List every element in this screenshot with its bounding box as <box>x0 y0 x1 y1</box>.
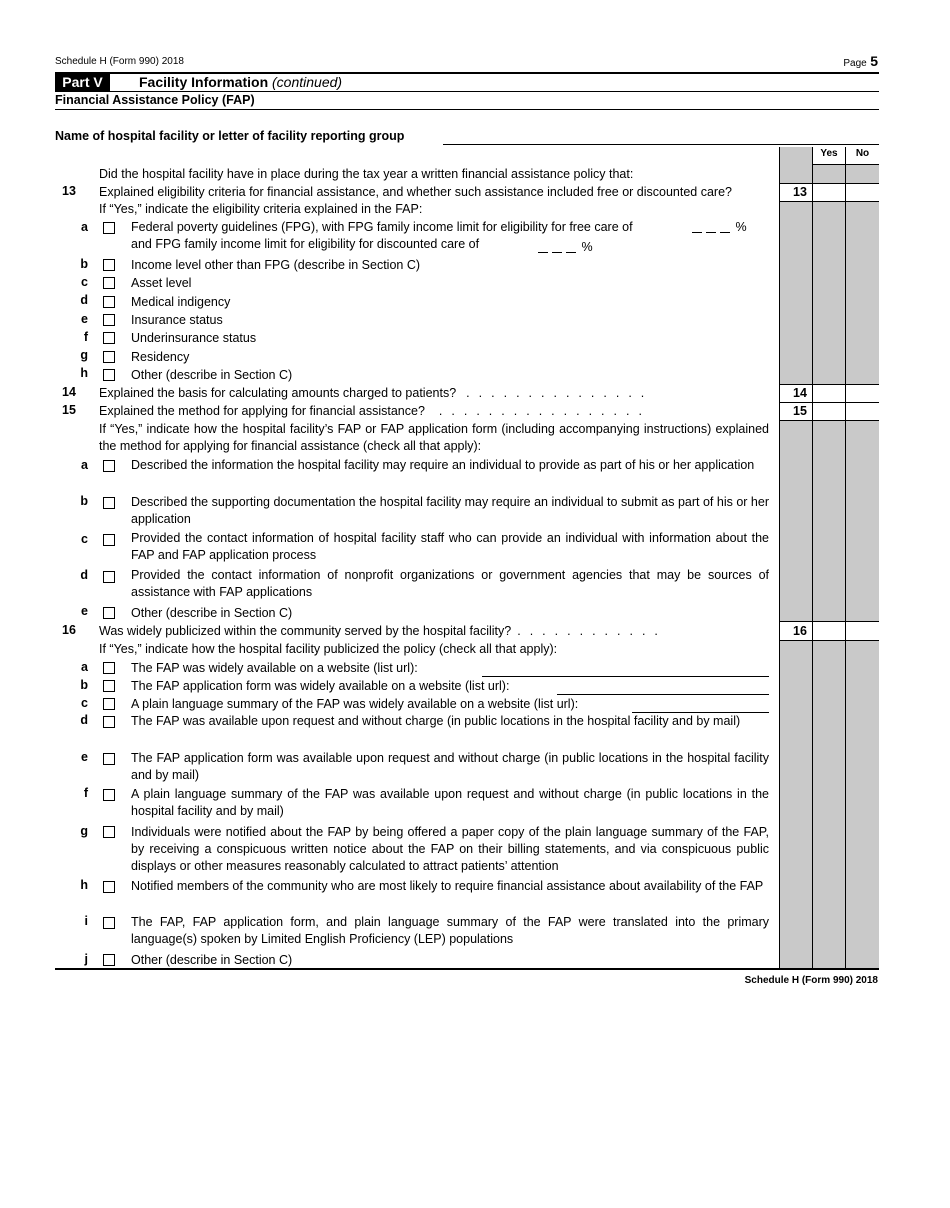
q16e-letter: e <box>81 750 88 764</box>
q13e-checkbox[interactable] <box>103 314 115 326</box>
no-column-header: No <box>855 148 870 159</box>
q16h-checkbox[interactable] <box>103 881 115 893</box>
part-title: Facility Information (continued) <box>139 74 343 90</box>
q16f-text: A plain language summary of the FAP was available upon request and without charge (in public locations in the hospital facility and by mail) <box>131 787 769 818</box>
q14-no-cell[interactable] <box>846 385 879 402</box>
q15-ifyes: If “Yes,” indicate how the hospital facility’s FAP or FAP application form (including accompanying instructions) explained the method for applying for financial assistance (check all that apply): <box>99 422 769 453</box>
q16-number: 16 <box>62 623 76 637</box>
q15-text: Explained the method for applying for financial assistance? ................. <box>99 404 651 418</box>
q15c-text: Provided the contact information of hospital facility staff who can provide an individual with information about the FAP and FAP application process <box>131 531 769 562</box>
q16i-checkbox[interactable] <box>103 917 115 929</box>
q15e-letter: e <box>81 604 88 618</box>
q15e-checkbox[interactable] <box>103 607 115 619</box>
q16j-text: Other (describe in Section C) <box>131 953 293 967</box>
q16b-checkbox[interactable] <box>103 680 115 692</box>
q13h-checkbox[interactable] <box>103 369 115 381</box>
q15d-letter: d <box>80 568 88 582</box>
discount-care-pct-field[interactable]: % <box>536 239 593 256</box>
q15a-checkbox[interactable] <box>103 460 115 472</box>
q16b-url-field[interactable] <box>557 680 769 695</box>
q13a-text-line2: and FPG family income limit for eligibility for discounted care of % <box>131 237 593 254</box>
q15-number: 15 <box>62 403 76 417</box>
q15c-checkbox[interactable] <box>103 534 115 546</box>
q13a-letter: a <box>81 220 88 234</box>
q16h-letter: h <box>80 878 88 892</box>
q13e-letter: e <box>81 312 88 326</box>
q16-no-cell[interactable] <box>846 622 879 640</box>
form-id-footer: Schedule H (Form 990) 2018 <box>744 975 878 986</box>
q15d-text: Provided the contact information of nonprofit organizations or government agencies that may be sources of assistance with FAP applications <box>131 568 769 599</box>
page-number: Page 5 <box>843 53 878 69</box>
q16f-checkbox[interactable] <box>103 789 115 801</box>
q16i-text: The FAP, FAP application form, and plain language summary of the FAP were translated into the primary language(s) spoken by Limited English Proficiency (LEP) populations <box>131 915 769 946</box>
q13e-text: Insurance status <box>131 313 223 327</box>
q13a-checkbox[interactable] <box>103 222 115 234</box>
q13-yes-cell[interactable] <box>813 184 845 201</box>
q16d-checkbox[interactable] <box>103 716 115 728</box>
q15-line-number: 15 <box>793 404 807 418</box>
q13c-checkbox[interactable] <box>103 277 115 289</box>
q16g-text: Individuals were notified about the FAP by being offered a paper copy of the plain language summary of the FAP, by receiving a conspicuous written notice about the FAP on their billing statements, and via conspicuous public displays or other measures reasonably calculated to attract patients’ attention <box>131 825 769 873</box>
free-care-pct-field[interactable]: % <box>690 219 747 236</box>
q16g-letter: g <box>80 824 88 838</box>
q15b-checkbox[interactable] <box>103 497 115 509</box>
q15b-text: Described the supporting documentation the hospital facility may require an individual to submit as part of his or her application <box>131 495 769 526</box>
section-subtitle: Financial Assistance Policy (FAP) <box>55 93 255 107</box>
q15d-checkbox[interactable] <box>103 571 115 583</box>
q15b-letter: b <box>80 494 88 508</box>
q13c-text: Asset level <box>131 276 192 290</box>
q16c-letter: c <box>81 696 88 710</box>
q13-number: 13 <box>62 184 76 198</box>
q16g-checkbox[interactable] <box>103 826 115 838</box>
q16i-letter: i <box>84 914 88 928</box>
q13-no-cell[interactable] <box>846 184 879 201</box>
q13-ifyes: If “Yes,” indicate the eligibility criteria explained in the FAP: <box>99 202 423 216</box>
q16-text: Was widely publicized within the community served by the hospital facility? ............ <box>99 624 667 638</box>
q16-ifyes: If “Yes,” indicate how the hospital facility publicized the policy (check all that apply): <box>99 642 558 656</box>
q13g-checkbox[interactable] <box>103 351 115 363</box>
q16j-checkbox[interactable] <box>103 954 115 966</box>
q13-text: Explained eligibility criteria for financial assistance, and whether such assistance included free or discounted care? <box>99 185 732 199</box>
form-id-header: Schedule H (Form 990) 2018 <box>55 56 184 67</box>
q14-text: Explained the basis for calculating amounts charged to patients? ............... <box>99 386 654 400</box>
q16c-text: A plain language summary of the FAP was widely available on a website (list url): <box>131 697 579 711</box>
q13g-text: Residency <box>131 350 190 364</box>
q15-no-cell[interactable] <box>846 403 879 420</box>
q15a-letter: a <box>81 458 88 472</box>
q16c-checkbox[interactable] <box>103 698 115 710</box>
q13b-letter: b <box>80 257 88 271</box>
q14-line-number: 14 <box>793 386 807 400</box>
q16-line-number: 16 <box>793 624 807 638</box>
q14-number: 14 <box>62 385 76 399</box>
q15-yes-cell[interactable] <box>813 403 845 420</box>
q16-yes-cell[interactable] <box>813 622 845 640</box>
yes-column-header: Yes <box>820 148 838 159</box>
q13b-text: Income level other than FPG (describe in Section C) <box>131 258 421 272</box>
q16f-letter: f <box>83 786 88 800</box>
q13g-letter: g <box>80 348 88 362</box>
q16a-text: The FAP was widely available on a website (list url): <box>131 661 418 675</box>
q16b-text: The FAP application form was widely available on a website (list url): <box>131 679 510 693</box>
facility-name-field[interactable] <box>443 130 879 145</box>
q16c-url-field[interactable] <box>632 698 769 713</box>
q16a-letter: a <box>81 660 88 674</box>
q13d-letter: d <box>80 293 88 307</box>
q13f-text: Underinsurance status <box>131 331 257 345</box>
q13f-letter: f <box>83 330 88 344</box>
q15e-text: Other (describe in Section C) <box>131 606 293 620</box>
q16h-text: Notified members of the community who are most likely to require financial assistance about availability of the FAP <box>131 879 764 893</box>
footer-rule <box>55 968 879 970</box>
q16b-letter: b <box>80 678 88 692</box>
q13b-checkbox[interactable] <box>103 259 115 271</box>
q16e-text: The FAP application form was available upon request and without charge (in public locations in the hospital facility and by mail) <box>131 751 769 782</box>
q16d-text: The FAP was available upon request and without charge (in public locations in the hospital facility and by mail) <box>131 714 741 728</box>
q13h-letter: h <box>80 366 88 380</box>
q16a-url-field[interactable] <box>482 662 769 677</box>
q16d-letter: d <box>80 713 88 727</box>
q13d-checkbox[interactable] <box>103 296 115 308</box>
q16j-letter: j <box>84 952 88 966</box>
intro-question: Did the hospital facility have in place during the tax year a written financial assistance policy that: <box>99 167 634 181</box>
q13h-text: Other (describe in Section C) <box>131 368 293 382</box>
part-label: Part V <box>55 74 110 91</box>
q13f-checkbox[interactable] <box>103 332 115 344</box>
q13c-letter: c <box>81 275 88 289</box>
q15c-letter: c <box>81 532 88 546</box>
q13d-text: Medical indigency <box>131 295 231 309</box>
q15a-text: Described the information the hospital facility may require an individual to provide as part of his or her application <box>131 458 755 472</box>
facility-name-label: Name of hospital facility or letter of facility reporting group <box>55 129 405 143</box>
q14-yes-cell[interactable] <box>813 385 845 402</box>
q13a-text: Federal poverty guidelines (FPG), with FPG family income limit for eligibility for free care of % <box>131 220 747 234</box>
q16e-checkbox[interactable] <box>103 753 115 765</box>
q16a-checkbox[interactable] <box>103 662 115 674</box>
q13-line-number: 13 <box>793 185 807 199</box>
